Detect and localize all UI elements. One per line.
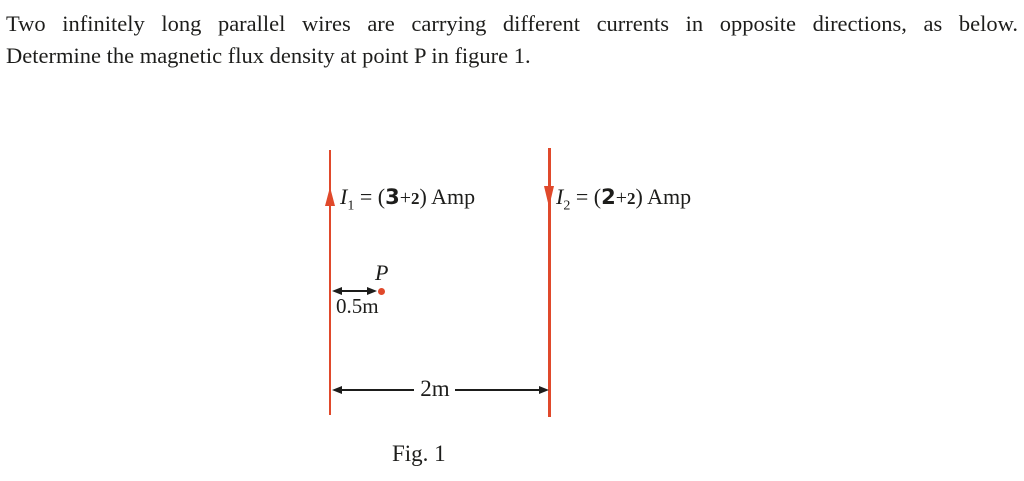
equals-sign: = xyxy=(359,184,373,209)
point-p-label: P xyxy=(375,260,389,285)
problem-line-2: Determine the magnetic flux density at point P in figure 1. xyxy=(6,43,531,68)
current-2-value: 2 xyxy=(601,185,616,209)
current-1-symbol: I xyxy=(340,184,348,209)
current-1-subscript: 1 xyxy=(347,198,355,214)
dimension-line-2m-right xyxy=(455,389,540,391)
equals-sign: = xyxy=(575,184,589,209)
close-paren: ) xyxy=(419,184,427,209)
current-1-unit: Amp xyxy=(431,184,476,209)
current-1-addend: 2 xyxy=(410,189,420,208)
current-down-arrow-icon xyxy=(544,186,554,207)
current-2-subscript: 2 xyxy=(563,198,571,214)
dimension-line-2m-left xyxy=(340,389,414,391)
current-2-label xyxy=(556,184,691,214)
open-paren: ( xyxy=(593,184,602,209)
current-1-value: 3 xyxy=(385,185,400,209)
figure-caption: Fig. 1 xyxy=(392,441,446,466)
close-paren: ) xyxy=(635,184,643,209)
plus-sign: + xyxy=(399,187,411,209)
point-p-dot xyxy=(378,288,385,295)
current-2-symbol: I xyxy=(556,184,564,209)
dimension-2m-label: 2m xyxy=(420,376,450,401)
plus-sign: + xyxy=(615,187,627,209)
dimension-line-0-5m xyxy=(340,290,370,292)
current-up-arrow-icon xyxy=(325,187,335,206)
problem-line-1: Two infinitely long parallel wires are carrying different currents in opposite directions, as below. xyxy=(6,11,1018,36)
open-paren: ( xyxy=(377,184,386,209)
dimension-arrowhead-right-icon xyxy=(539,386,549,394)
current-1-label xyxy=(340,184,475,214)
current-2-unit: Amp xyxy=(647,184,692,209)
current-2-addend: 2 xyxy=(626,189,636,208)
dimension-0-5m-label: 0.5m xyxy=(336,294,379,318)
